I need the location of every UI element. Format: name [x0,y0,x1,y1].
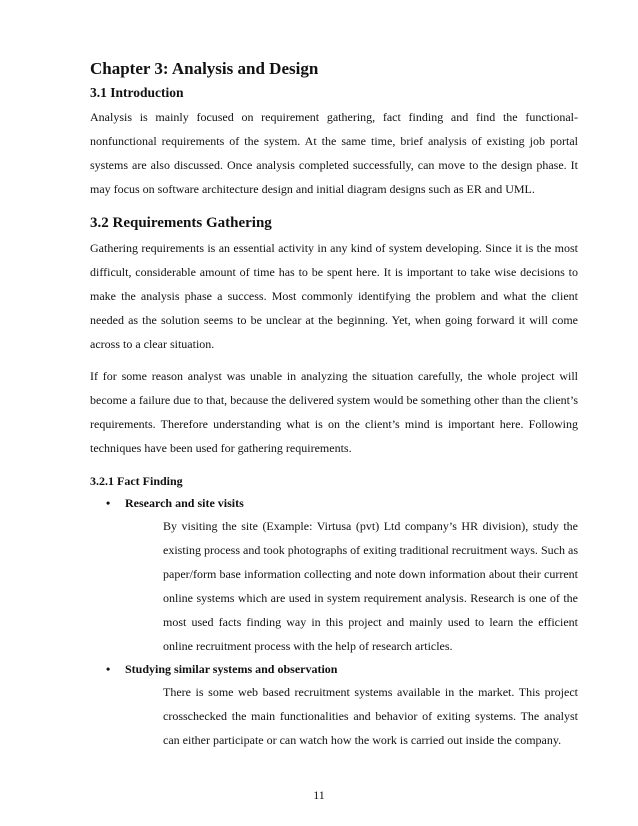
requirements-paragraph-1: Gathering requirements is an essential activity in any kind of system developing. Since it is the most difficult, considerable amount of time has to be spent here. It is important to take wise decisions to make the analysis phase a success. Most commonly identifying the problem and what the client needed as the solution seems to be unclear at the beginning. Yet, when going forward it will come across to a clear situation. [90,241,578,351]
introduction-paragraph: Analysis is mainly focused on requirement gathering, fact finding and find the functional-nonfunctional requirements of the system. At the same time, brief analysis of existing job portal systems are also discussed. Once analysis completed successfully, can move to the design phase. It may focus on software architecture design and initial diagram designs such as ER and UML. [90,110,578,196]
section-heading-introduction: 3.1 Introduction [90,85,184,100]
subsection-heading-fact-finding: 3.2.1 Fact Finding [90,474,183,488]
section-heading-requirements-gathering: 3.2 Requirements Gathering [90,215,272,231]
list-item-body: By visiting the site (Example: Virtusa (pvt) Ltd company’s HR division), study the existing process and took photographs of exiting traditional recruitment ways. Such as paper/form base information collecting and note down information about their current online systems which are used in system requirement analysis. Research is one of the most used facts finding way in this project and mainly used to learn the efficient online recruitment process with the help of research articles. [163,519,578,653]
page-content [90,57,578,752]
bullet-icon: • [106,661,111,676]
list-item [90,492,578,658]
requirements-paragraph-2: If for some reason analyst was unable in analyzing the situation carefully, the whole project will become a failure due to that, because the delivered system would be something other than the client’s requirements. Therefore understanding what is on the client’s mind is important here. Following techniques have been used for gathering requirements. [90,369,578,455]
list-item-heading [90,492,578,514]
list-item-title: Research and site visits [125,495,244,510]
bullet-icon: • [106,495,111,510]
fact-finding-list [90,492,578,752]
list-item-title: Studying similar systems and observation [125,661,338,676]
list-item [90,658,578,752]
list-item-heading [90,658,578,680]
chapter-title: Chapter 3: Analysis and Design [90,59,319,78]
list-item-body: There is some web based recruitment systems available in the market. This project crosschecked the main functionalities and behavior of exiting systems. The analyst can either participate or can watch how the work is carried out inside the company. [163,685,578,747]
page-number: 11 [313,788,325,802]
